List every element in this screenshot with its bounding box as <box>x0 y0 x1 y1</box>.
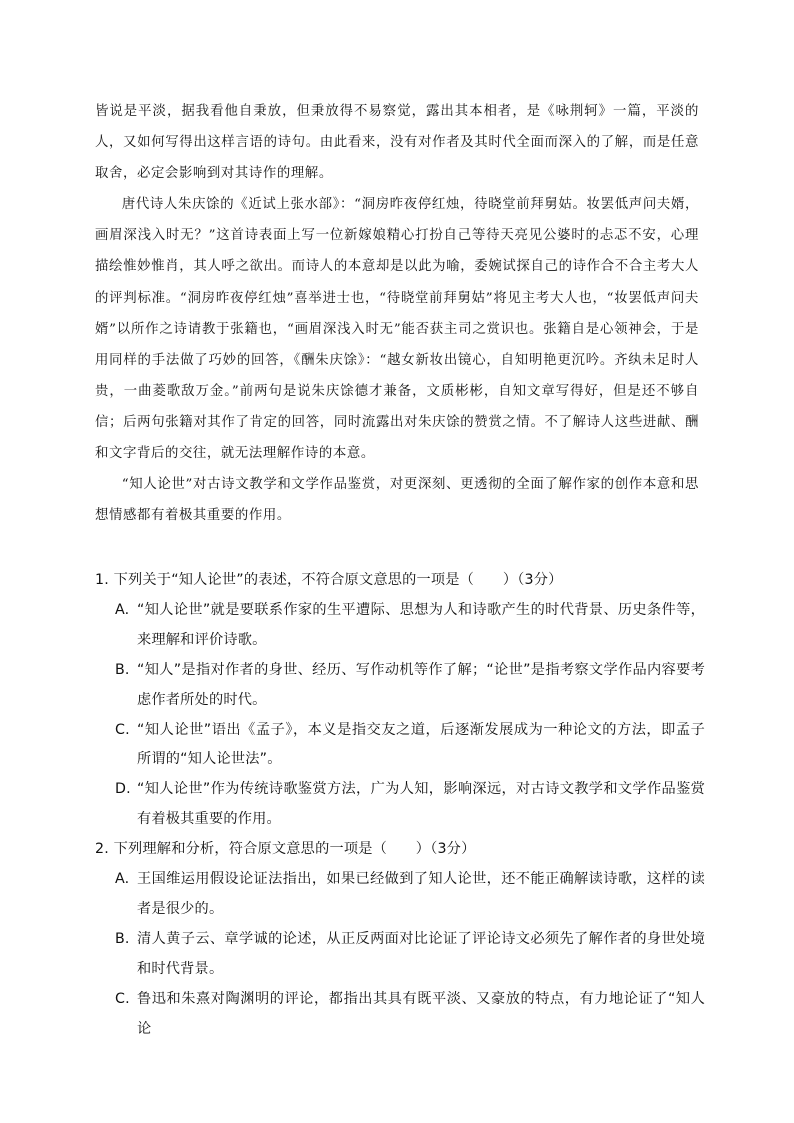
option-letter: D. <box>115 781 131 798</box>
option-text: “知人论世”就是要联系作家的生平遭际、思想为人和诗歌产生的时代背景、历史条件等，来理解和评价诗歌。 <box>137 601 705 648</box>
option-letter: B. <box>115 661 130 678</box>
question-2-option-a[interactable] <box>115 865 705 925</box>
passage-paragraph-1: 皆说是平淡，据我看他自秉放，但秉放得不易察觉，露出其本相者，是《咏荆轲》一篇，平淡的人，又如何写得出这样言语的诗句。由此看来，没有对作者及其时代全面而深入的了解，而是任意取舍，必定会影响到对其诗作的理解。 <box>95 104 699 182</box>
question-1-option-d[interactable] <box>115 775 705 835</box>
question-2-option-c[interactable] <box>115 985 705 1045</box>
option-letter: C. <box>115 721 130 738</box>
option-text: “知人论世”语出《孟子》，本义是指交友之道，后逐渐发展成为一种论文的方法，即孟子所谓的“知人论世法”。 <box>137 721 705 768</box>
passage-paragraph-2: 唐代诗人朱庆馀的《近试上张水部》：“洞房昨夜停红烛，待晓堂前拜舅姑。妆罢低声问夫婿，画眉深浅入时无？”这首诗表面上写一位新嫁娘精心打扮自己等待天亮见公婆时的忐忑不安，心理描绘惟妙惟肖，其人呼之欲出。而诗人的本意却是以此为喻，委婉试探自己的诗作合不合主考大人的评判标准。“洞房昨夜停红烛”喜举进士也，“待晓堂前拜舅姑”将见主考大人也，“妆罢低声问夫婿”以所作之诗请教于张籍也，“画眉深浅入时无”能否获主司之赏识也。张籍自是心领神会，于是用同样的手法做了巧妙的回答，《酬朱庆馀》：“越女新妆出镜心，自知明艳更沉吟。齐纨未足时人贵，一曲菱歌敌万金。”前两句是说朱庆馀德才兼备，文质彬彬，自知文章写得好，但是还不够自信；后两句张籍对其作了肯定的回答，同时流露出对朱庆馀的赞赏之情。不了解诗人这些进献、酬和文字背后的交往，就无法理解作诗的本意。 <box>95 197 699 462</box>
option-text: 鲁迅和朱熹对陶渊明的评论，都指出其具有既平淡、又豪放的特点，有力地论证了“知人论 <box>137 990 705 1037</box>
question-1-stem: 1. 下列关于“知人论世”的表述，不符合原文意思的一项是（ ）（3分） <box>95 572 563 588</box>
option-text: “知人论世”作为传统诗歌鉴赏方法，广为人知，影响深远，对古诗文教学和文学作品鉴赏有着极其重要的作用。 <box>137 781 705 828</box>
question-2-option-b[interactable] <box>115 925 705 985</box>
question-1 <box>95 566 705 835</box>
question-1-option-a[interactable] <box>115 596 705 656</box>
questions-section <box>95 566 705 1045</box>
question-2-stem: 2. 下列理解和分析，符合原文意思的一项是（ ）（3分） <box>95 841 476 858</box>
option-letter: B. <box>115 930 130 947</box>
question-2 <box>95 835 705 1044</box>
question-1-option-b[interactable] <box>115 656 705 716</box>
question-1-option-c[interactable] <box>115 716 705 776</box>
passage-text <box>95 96 699 531</box>
passage-paragraph-3: “知人论世”对古诗文教学和文学作品鉴赏，对更深刻、更透彻的全面了解作家的创作本意和思想情感都有着极其重要的作用。 <box>95 477 699 524</box>
option-letter: C. <box>115 990 130 1007</box>
option-text: 清人黄子云、章学诚的论述，从正反两面对比论证了评论诗文必须先了解作者的身世处境和时代背景。 <box>137 930 705 977</box>
option-letter: A. <box>115 601 130 618</box>
option-letter: A. <box>115 871 130 888</box>
option-text: 王国维运用假设论证法指出，如果已经做到了知人论世，还不能正确解读诗歌，这样的读者是很少的。 <box>137 871 705 917</box>
option-text: “知人”是指对作者的身世、经历、写作动机等作了解；“论世”是指考察文学作品内容要考虑作者所处的时代。 <box>137 661 705 708</box>
